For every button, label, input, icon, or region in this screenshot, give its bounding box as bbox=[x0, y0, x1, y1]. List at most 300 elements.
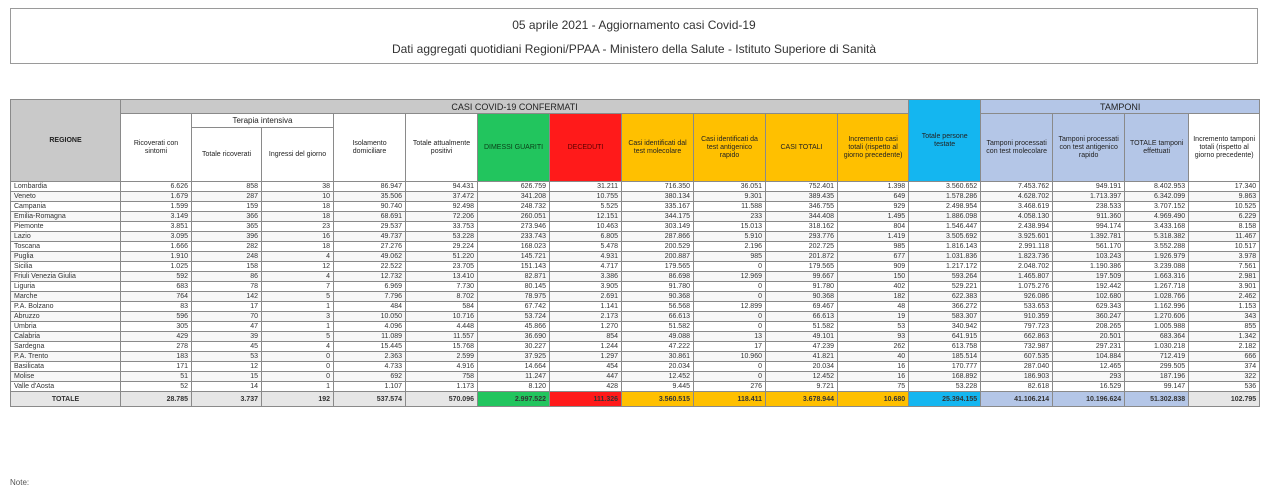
value-cell: 926.086 bbox=[981, 292, 1053, 302]
value-cell: 27.276 bbox=[334, 242, 406, 252]
value-cell: 51.220 bbox=[406, 252, 478, 262]
value-cell: 584 bbox=[406, 302, 478, 312]
table-row bbox=[11, 332, 1260, 342]
value-cell: 1.910 bbox=[121, 252, 192, 262]
value-cell: 72.206 bbox=[406, 212, 478, 222]
value-cell: 20.501 bbox=[1053, 332, 1125, 342]
value-cell: 429 bbox=[121, 332, 192, 342]
value-cell: 613.758 bbox=[909, 342, 981, 352]
table-row bbox=[11, 372, 1260, 382]
value-cell: 104.884 bbox=[1053, 352, 1125, 362]
table-row bbox=[11, 282, 1260, 292]
value-cell: 662.863 bbox=[981, 332, 1053, 342]
value-cell: 9.721 bbox=[766, 382, 838, 392]
value-cell: 15.013 bbox=[694, 222, 766, 232]
value-cell: 536 bbox=[1189, 382, 1260, 392]
value-cell: 82.618 bbox=[981, 382, 1053, 392]
region-name-cell: Sardegna bbox=[11, 342, 121, 352]
total-value-cell: 25.394.155 bbox=[909, 392, 981, 407]
value-cell: 145.721 bbox=[478, 252, 550, 262]
value-cell: 346.755 bbox=[766, 202, 838, 212]
value-cell: 278 bbox=[121, 342, 192, 352]
value-cell: 1.162.996 bbox=[1125, 302, 1189, 312]
value-cell: 10.463 bbox=[550, 222, 622, 232]
value-cell: 335.167 bbox=[622, 202, 694, 212]
value-cell: 90.368 bbox=[766, 292, 838, 302]
total-value-cell: 102.795 bbox=[1189, 392, 1260, 407]
value-cell: 11.467 bbox=[1189, 232, 1260, 242]
table-row bbox=[11, 202, 1260, 212]
value-cell: 49.088 bbox=[622, 332, 694, 342]
value-cell: 293 bbox=[1053, 372, 1125, 382]
value-cell: 78 bbox=[192, 282, 262, 292]
value-cell: 15.445 bbox=[334, 342, 406, 352]
value-cell: 94.431 bbox=[406, 182, 478, 192]
value-cell: 15.768 bbox=[406, 342, 478, 352]
region-name-cell: Abruzzo bbox=[11, 312, 121, 322]
region-name-cell: Sicilia bbox=[11, 262, 121, 272]
covid-data-table bbox=[10, 99, 1260, 407]
value-cell: 1.495 bbox=[838, 212, 909, 222]
total-value-cell: 192 bbox=[262, 392, 334, 407]
value-cell: 16 bbox=[838, 362, 909, 372]
total-value-cell: 3.737 bbox=[192, 392, 262, 407]
value-cell: 380.134 bbox=[622, 192, 694, 202]
value-cell: 12.465 bbox=[1053, 362, 1125, 372]
value-cell: 1.270.606 bbox=[1125, 312, 1189, 322]
value-cell: 16.529 bbox=[1053, 382, 1125, 392]
value-cell: 192.442 bbox=[1053, 282, 1125, 292]
value-cell: 53 bbox=[192, 352, 262, 362]
value-cell: 752.401 bbox=[766, 182, 838, 192]
value-cell: 758 bbox=[406, 372, 478, 382]
value-cell: 20.034 bbox=[622, 362, 694, 372]
total-value-cell: 41.106.214 bbox=[981, 392, 1053, 407]
value-cell: 561.170 bbox=[1053, 242, 1125, 252]
value-cell: 29.537 bbox=[334, 222, 406, 232]
value-cell: 2.173 bbox=[550, 312, 622, 322]
value-cell: 200.887 bbox=[622, 252, 694, 262]
value-cell: 47 bbox=[192, 322, 262, 332]
value-cell: 23 bbox=[262, 222, 334, 232]
value-cell: 1.270 bbox=[550, 322, 622, 332]
value-cell: 18 bbox=[262, 202, 334, 212]
report-title: 05 aprile 2021 - Aggiornamento casi Covid-19 bbox=[512, 18, 756, 32]
value-cell: 51.582 bbox=[622, 322, 694, 332]
value-cell: 1.075.276 bbox=[981, 282, 1053, 292]
value-cell: 171 bbox=[121, 362, 192, 372]
value-cell: 858 bbox=[192, 182, 262, 192]
total-value-cell: 111.326 bbox=[550, 392, 622, 407]
table-row bbox=[11, 242, 1260, 252]
value-cell: 692 bbox=[334, 372, 406, 382]
value-cell: 103.243 bbox=[1053, 252, 1125, 262]
value-cell: 797.723 bbox=[981, 322, 1053, 332]
col-tamponi-totale: TOTALE tamponi effettuati bbox=[1125, 114, 1189, 182]
value-cell: 16 bbox=[262, 232, 334, 242]
value-cell: 7.453.762 bbox=[981, 182, 1053, 192]
value-cell: 14.664 bbox=[478, 362, 550, 372]
region-name-cell: Molise bbox=[11, 372, 121, 382]
value-cell: 17.340 bbox=[1189, 182, 1260, 192]
value-cell: 168.892 bbox=[909, 372, 981, 382]
table-row bbox=[11, 212, 1260, 222]
title-box bbox=[10, 8, 1258, 64]
value-cell: 365 bbox=[192, 222, 262, 232]
total-value-cell: 570.096 bbox=[406, 392, 478, 407]
value-cell: 10.716 bbox=[406, 312, 478, 322]
value-cell: 22.522 bbox=[334, 262, 406, 272]
value-cell: 929 bbox=[838, 202, 909, 212]
value-cell: 47.239 bbox=[766, 342, 838, 352]
value-cell: 4.916 bbox=[406, 362, 478, 372]
value-cell: 90.368 bbox=[622, 292, 694, 302]
value-cell: 53 bbox=[838, 322, 909, 332]
value-cell: 529.221 bbox=[909, 282, 981, 292]
value-cell: 7.796 bbox=[334, 292, 406, 302]
value-cell: 583.307 bbox=[909, 312, 981, 322]
value-cell: 82.871 bbox=[478, 272, 550, 282]
value-cell: 31.211 bbox=[550, 182, 622, 192]
value-cell: 2.182 bbox=[1189, 342, 1260, 352]
total-value-cell: 10.196.624 bbox=[1053, 392, 1125, 407]
region-name-cell: Friuli Venezia Giulia bbox=[11, 272, 121, 282]
value-cell: 4.058.130 bbox=[981, 212, 1053, 222]
value-cell: 86 bbox=[192, 272, 262, 282]
value-cell: 10.755 bbox=[550, 192, 622, 202]
table-row bbox=[11, 222, 1260, 232]
value-cell: 200.529 bbox=[622, 242, 694, 252]
value-cell: 396 bbox=[192, 232, 262, 242]
value-cell: 0 bbox=[694, 262, 766, 272]
value-cell: 5.910 bbox=[694, 232, 766, 242]
value-cell: 2.599 bbox=[406, 352, 478, 362]
value-cell: 949.191 bbox=[1053, 182, 1125, 192]
value-cell: 70 bbox=[192, 312, 262, 322]
col-isolamento: Isolamento domiciliare bbox=[334, 114, 406, 182]
value-cell: 985 bbox=[838, 242, 909, 252]
region-name-cell: P.A. Bolzano bbox=[11, 302, 121, 312]
value-cell: 366.272 bbox=[909, 302, 981, 312]
value-cell: 454 bbox=[550, 362, 622, 372]
value-cell: 3.386 bbox=[550, 272, 622, 282]
value-cell: 1.823.736 bbox=[981, 252, 1053, 262]
value-cell: 1.190.386 bbox=[1053, 262, 1125, 272]
value-cell: 4 bbox=[262, 342, 334, 352]
total-value-cell: 51.302.838 bbox=[1125, 392, 1189, 407]
col-tamponi-molecolare: Tamponi processati con test molecolare bbox=[981, 114, 1053, 182]
value-cell: 2.462 bbox=[1189, 292, 1260, 302]
value-cell: 49.737 bbox=[334, 232, 406, 242]
value-cell: 0 bbox=[694, 322, 766, 332]
col-persone-testate: Totale persone testate bbox=[909, 100, 981, 182]
value-cell: 343 bbox=[1189, 312, 1260, 322]
value-cell: 248.732 bbox=[478, 202, 550, 212]
value-cell: 48 bbox=[838, 302, 909, 312]
value-cell: 305 bbox=[121, 322, 192, 332]
value-cell: 6.626 bbox=[121, 182, 192, 192]
value-cell: 45 bbox=[192, 342, 262, 352]
value-cell: 11.557 bbox=[406, 332, 478, 342]
value-cell: 804 bbox=[838, 222, 909, 232]
value-cell: 1.244 bbox=[550, 342, 622, 352]
value-cell: 1.392.781 bbox=[1053, 232, 1125, 242]
value-cell: 344.408 bbox=[766, 212, 838, 222]
value-cell: 1.153 bbox=[1189, 302, 1260, 312]
region-name-cell: Calabria bbox=[11, 332, 121, 342]
region-name-cell: Liguria bbox=[11, 282, 121, 292]
region-name-cell: Campania bbox=[11, 202, 121, 212]
value-cell: 102.680 bbox=[1053, 292, 1125, 302]
value-cell: 3.978 bbox=[1189, 252, 1260, 262]
value-cell: 262 bbox=[838, 342, 909, 352]
value-cell: 7.561 bbox=[1189, 262, 1260, 272]
value-cell: 484 bbox=[334, 302, 406, 312]
table-row bbox=[11, 312, 1260, 322]
value-cell: 854 bbox=[550, 332, 622, 342]
table-row bbox=[11, 382, 1260, 392]
value-cell: 86.947 bbox=[334, 182, 406, 192]
value-cell: 0 bbox=[262, 362, 334, 372]
col-totale-ricoverati: Totale ricoverati bbox=[192, 128, 262, 182]
value-cell: 18 bbox=[262, 212, 334, 222]
value-cell: 99.147 bbox=[1125, 382, 1189, 392]
value-cell: 1.679 bbox=[121, 192, 192, 202]
value-cell: 666 bbox=[1189, 352, 1260, 362]
value-cell: 1.578.286 bbox=[909, 192, 981, 202]
table-row bbox=[11, 352, 1260, 362]
value-cell: 151.143 bbox=[478, 262, 550, 272]
value-cell: 12 bbox=[262, 262, 334, 272]
value-cell: 622.383 bbox=[909, 292, 981, 302]
value-cell: 293.776 bbox=[766, 232, 838, 242]
col-dimessi-guariti: DIMESSI GUARITI bbox=[478, 114, 550, 182]
value-cell: 260.051 bbox=[478, 212, 550, 222]
value-cell: 37.925 bbox=[478, 352, 550, 362]
col-incremento-casi: Incremento casi totali (rispetto al giorno precedente) bbox=[838, 114, 909, 182]
value-cell: 1.267.718 bbox=[1125, 282, 1189, 292]
value-cell: 273.946 bbox=[478, 222, 550, 232]
value-cell: 641.915 bbox=[909, 332, 981, 342]
value-cell: 29.224 bbox=[406, 242, 478, 252]
value-cell: 187.196 bbox=[1125, 372, 1189, 382]
table-row bbox=[11, 322, 1260, 332]
region-name-cell: Puglia bbox=[11, 252, 121, 262]
table-row bbox=[11, 362, 1260, 372]
value-cell: 47.222 bbox=[622, 342, 694, 352]
value-cell: 2.991.118 bbox=[981, 242, 1053, 252]
value-cell: 1.546.447 bbox=[909, 222, 981, 232]
value-cell: 607.535 bbox=[981, 352, 1053, 362]
value-cell: 716.350 bbox=[622, 182, 694, 192]
value-cell: 13 bbox=[694, 332, 766, 342]
value-cell: 4.931 bbox=[550, 252, 622, 262]
col-casi-antigenico: Casi identificati da test antigenico rapido bbox=[694, 114, 766, 182]
value-cell: 1.419 bbox=[838, 232, 909, 242]
value-cell: 0 bbox=[694, 362, 766, 372]
value-cell: 53.724 bbox=[478, 312, 550, 322]
value-cell: 80.145 bbox=[478, 282, 550, 292]
value-cell: 447 bbox=[550, 372, 622, 382]
value-cell: 3.851 bbox=[121, 222, 192, 232]
value-cell: 182 bbox=[838, 292, 909, 302]
region-name-cell: Valle d'Aosta bbox=[11, 382, 121, 392]
col-ricoverati: Ricoverati con sintomi bbox=[121, 114, 192, 182]
group-tamponi: TAMPONI bbox=[981, 100, 1260, 114]
value-cell: 51.582 bbox=[766, 322, 838, 332]
value-cell: 3.925.601 bbox=[981, 232, 1053, 242]
value-cell: 16 bbox=[838, 372, 909, 382]
value-cell: 3.552.288 bbox=[1125, 242, 1189, 252]
value-cell: 86.698 bbox=[622, 272, 694, 282]
value-cell: 179.565 bbox=[766, 262, 838, 272]
value-cell: 30.227 bbox=[478, 342, 550, 352]
value-cell: 6.342.099 bbox=[1125, 192, 1189, 202]
group-casi-confermati: CASI COVID-19 CONFERMATI bbox=[121, 100, 909, 114]
value-cell: 51 bbox=[121, 372, 192, 382]
value-cell: 23.705 bbox=[406, 262, 478, 272]
value-cell: 428 bbox=[550, 382, 622, 392]
value-cell: 4 bbox=[262, 272, 334, 282]
value-cell: 732.987 bbox=[981, 342, 1053, 352]
value-cell: 593.264 bbox=[909, 272, 981, 282]
value-cell: 0 bbox=[694, 282, 766, 292]
value-cell: 66.613 bbox=[622, 312, 694, 322]
table-row bbox=[11, 272, 1260, 282]
col-tamponi-antigenico: Tamponi processati con test antigenico rapido bbox=[1053, 114, 1125, 182]
value-cell: 99.667 bbox=[766, 272, 838, 282]
group-terapia-intensiva: Terapia intensiva bbox=[192, 114, 334, 128]
value-cell: 0 bbox=[262, 352, 334, 362]
value-cell: 2.438.994 bbox=[981, 222, 1053, 232]
value-cell: 360.247 bbox=[1053, 312, 1125, 322]
value-cell: 6.805 bbox=[550, 232, 622, 242]
value-cell: 2.048.702 bbox=[981, 262, 1053, 272]
value-cell: 12.452 bbox=[766, 372, 838, 382]
value-cell: 855 bbox=[1189, 322, 1260, 332]
value-cell: 626.759 bbox=[478, 182, 550, 192]
total-value-cell: 537.574 bbox=[334, 392, 406, 407]
value-cell: 12.732 bbox=[334, 272, 406, 282]
value-cell: 1.666 bbox=[121, 242, 192, 252]
value-cell: 3.905 bbox=[550, 282, 622, 292]
value-cell: 202.725 bbox=[766, 242, 838, 252]
value-cell: 4.717 bbox=[550, 262, 622, 272]
value-cell: 10.517 bbox=[1189, 242, 1260, 252]
table-row bbox=[11, 192, 1260, 202]
total-label-cell: TOTALE bbox=[11, 392, 121, 407]
value-cell: 91.780 bbox=[766, 282, 838, 292]
value-cell: 287.040 bbox=[981, 362, 1053, 372]
value-cell: 2.196 bbox=[694, 242, 766, 252]
value-cell: 45.866 bbox=[478, 322, 550, 332]
value-cell: 2.498.954 bbox=[909, 202, 981, 212]
value-cell: 1.816.143 bbox=[909, 242, 981, 252]
value-cell: 12.899 bbox=[694, 302, 766, 312]
value-cell: 303.149 bbox=[622, 222, 694, 232]
value-cell: 8.402.953 bbox=[1125, 182, 1189, 192]
value-cell: 764 bbox=[121, 292, 192, 302]
value-cell: 83 bbox=[121, 302, 192, 312]
value-cell: 297.231 bbox=[1053, 342, 1125, 352]
value-cell: 159 bbox=[192, 202, 262, 212]
value-cell: 344.175 bbox=[622, 212, 694, 222]
value-cell: 4 bbox=[262, 252, 334, 262]
value-cell: 712.419 bbox=[1125, 352, 1189, 362]
value-cell: 49.101 bbox=[766, 332, 838, 342]
value-cell: 186.903 bbox=[981, 372, 1053, 382]
value-cell: 1 bbox=[262, 382, 334, 392]
col-attualmente-positivi: Totale attualmente positivi bbox=[406, 114, 478, 182]
value-cell: 3.901 bbox=[1189, 282, 1260, 292]
value-cell: 1.297 bbox=[550, 352, 622, 362]
value-cell: 8.158 bbox=[1189, 222, 1260, 232]
value-cell: 3.433.168 bbox=[1125, 222, 1189, 232]
region-name-cell: Piemonte bbox=[11, 222, 121, 232]
region-name-cell: Basilicata bbox=[11, 362, 121, 372]
value-cell: 5 bbox=[262, 292, 334, 302]
note-label: Note: bbox=[10, 478, 30, 487]
value-cell: 9.445 bbox=[622, 382, 694, 392]
value-cell: 1.713.397 bbox=[1053, 192, 1125, 202]
value-cell: 649 bbox=[838, 192, 909, 202]
value-cell: 10.960 bbox=[694, 352, 766, 362]
table-row bbox=[11, 342, 1260, 352]
value-cell: 248 bbox=[192, 252, 262, 262]
value-cell: 366 bbox=[192, 212, 262, 222]
value-cell: 4.969.490 bbox=[1125, 212, 1189, 222]
value-cell: 3.468.619 bbox=[981, 202, 1053, 212]
value-cell: 208.265 bbox=[1053, 322, 1125, 332]
value-cell: 233 bbox=[694, 212, 766, 222]
value-cell: 91.780 bbox=[622, 282, 694, 292]
total-row bbox=[11, 392, 1260, 407]
table-row bbox=[11, 232, 1260, 242]
value-cell: 5.525 bbox=[550, 202, 622, 212]
value-cell: 389.435 bbox=[766, 192, 838, 202]
value-cell: 68.691 bbox=[334, 212, 406, 222]
value-cell: 66.613 bbox=[766, 312, 838, 322]
value-cell: 36.051 bbox=[694, 182, 766, 192]
value-cell: 158 bbox=[192, 262, 262, 272]
value-cell: 10.525 bbox=[1189, 202, 1260, 212]
value-cell: 0 bbox=[694, 292, 766, 302]
value-cell: 287 bbox=[192, 192, 262, 202]
value-cell: 17 bbox=[192, 302, 262, 312]
value-cell: 238.533 bbox=[1053, 202, 1125, 212]
value-cell: 318.162 bbox=[766, 222, 838, 232]
region-name-cell: Toscana bbox=[11, 242, 121, 252]
value-cell: 15 bbox=[192, 372, 262, 382]
value-cell: 0 bbox=[694, 372, 766, 382]
value-cell: 683 bbox=[121, 282, 192, 292]
value-cell: 36.690 bbox=[478, 332, 550, 342]
value-cell: 1.599 bbox=[121, 202, 192, 212]
value-cell: 592 bbox=[121, 272, 192, 282]
value-cell: 49.062 bbox=[334, 252, 406, 262]
value-cell: 69.467 bbox=[766, 302, 838, 312]
value-cell: 11.588 bbox=[694, 202, 766, 212]
value-cell: 7.730 bbox=[406, 282, 478, 292]
value-cell: 14 bbox=[192, 382, 262, 392]
value-cell: 985 bbox=[694, 252, 766, 262]
col-casi-totali: CASI TOTALI bbox=[766, 114, 838, 182]
value-cell: 1.005.988 bbox=[1125, 322, 1189, 332]
value-cell: 37.472 bbox=[406, 192, 478, 202]
value-cell: 533.653 bbox=[981, 302, 1053, 312]
value-cell: 1.030.218 bbox=[1125, 342, 1189, 352]
value-cell: 201.872 bbox=[766, 252, 838, 262]
